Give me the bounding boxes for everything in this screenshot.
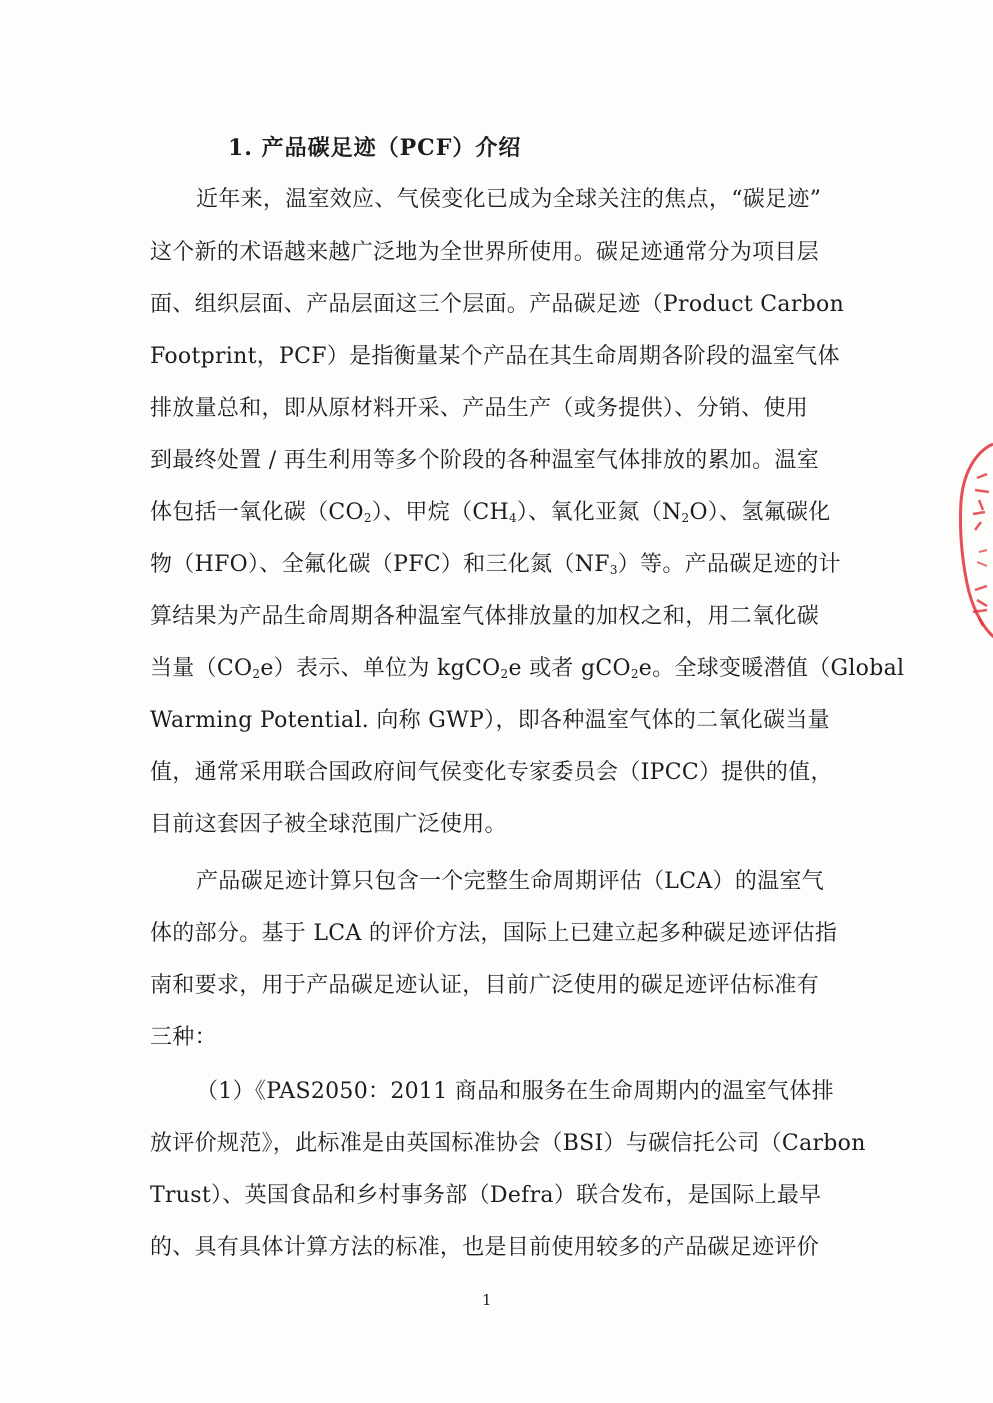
paragraph-2-line-3: 南和要求，用于产品碳足迹认证，目前广泛使用的碳足迹评估标准有 — [150, 973, 820, 998]
text-run: 体包括一氧化碳（CO — [150, 500, 364, 525]
text-run: 物（HFO）、全氟化碳（PFC）和三化氮（NF — [150, 552, 610, 577]
subscript: 3 — [609, 563, 618, 577]
paragraph-3-line-3: Trust）、英国食品和乡村事务部（Defra）联合发布，是国际上最早 — [150, 1183, 822, 1208]
paragraph-1-line-1: 近年来，温室效应、气侯变化已成为全球关注的焦点，“碳足迹” — [196, 187, 822, 212]
text-run: O）、氢氟碳化 — [689, 500, 831, 525]
text-run: ）等。产品碳足迹的计 — [617, 552, 841, 577]
subscript: 2 — [363, 511, 372, 525]
text-run: ）、氧化亚氮（N — [516, 500, 682, 525]
page-number: 1 — [482, 1291, 492, 1309]
subscript: 2 — [681, 511, 690, 525]
subscript: 4 — [508, 511, 517, 525]
paragraph-1-line-10 — [150, 649, 904, 689]
subscript: 2 — [500, 667, 509, 681]
paragraph-3-line-4: 的、具有具体计算方法的标准，也是目前使用较多的产品碳足迹评价 — [150, 1235, 820, 1260]
section-heading — [228, 128, 521, 168]
section-number: 1. — [228, 135, 253, 161]
paragraph-2-line-4: 三种： — [150, 1025, 217, 1050]
subscript: 2 — [630, 667, 639, 681]
paragraph-3-line-1: （1）《PAS2050：2011 商品和服务在生命周期内的温室气体排 — [196, 1079, 834, 1104]
paragraph-1-line-5: 排放量总和，即从原材料开采、产品生产（或务提供）、分销、使用 — [150, 396, 809, 421]
paragraph-1-line-12: 值，通常采用联合国政府间气侯变化专家委员会（IPCC）提供的值， — [150, 760, 833, 785]
text-run: e。全球变暖潜值（Global — [638, 656, 905, 681]
text-run: 当量（CO — [150, 656, 253, 681]
text-run: e 或者 gCO — [508, 656, 631, 681]
subscript: 2 — [252, 667, 261, 681]
paragraph-1-line-7 — [150, 493, 831, 533]
paragraph-1-line-6: 到最终处置 / 再生利用等多个阶段的各种温室气体排放的累加。温室 — [150, 448, 820, 473]
paragraph-2-line-2: 体的部分。基于 LCA 的评价方法，国际上已建立起多种碳足迹评估指 — [150, 921, 838, 946]
section-title: 产品碳足迹（PCF）介绍 — [261, 135, 522, 161]
paragraph-1-line-4: Footprint，PCF）是指衡量某个产品在其生命周期各阶段的温室气体 — [150, 344, 840, 369]
paragraph-1-line-9: 算结果为产品生命周期各种温室气体排放量的加权之和，用二氧化碳 — [150, 604, 820, 629]
paragraph-2-line-1: 产品碳足迹计算只包含一个完整生命周期评估（LCA）的温室气 — [196, 869, 825, 894]
paragraph-3-line-2: 放评价规范》，此标准是由英国标准协会（BSI）与碳信托公司（Carbon — [150, 1131, 866, 1156]
paragraph-1-line-2: 这个新的术语越来越广泛地为全世界所使用。碳足迹通常分为项目层 — [150, 240, 820, 265]
text-run: ）、甲烷（CH — [371, 500, 509, 525]
paragraph-1-line-3: 面、组织层面、产品层面这三个层面。产品碳足迹（Product Carbon — [150, 292, 845, 317]
text-run: e）表示、单位为 kgCO — [260, 656, 501, 681]
paragraph-1-line-11: Warming Potential. 向称 GWP），即各种温室气体的二氧化碳当量 — [150, 708, 830, 733]
paragraph-1-line-8 — [150, 545, 841, 585]
seal-stamp-icon — [949, 440, 993, 640]
paragraph-1-line-13: 目前这套因子被全球范围广泛使用。 — [150, 812, 507, 837]
